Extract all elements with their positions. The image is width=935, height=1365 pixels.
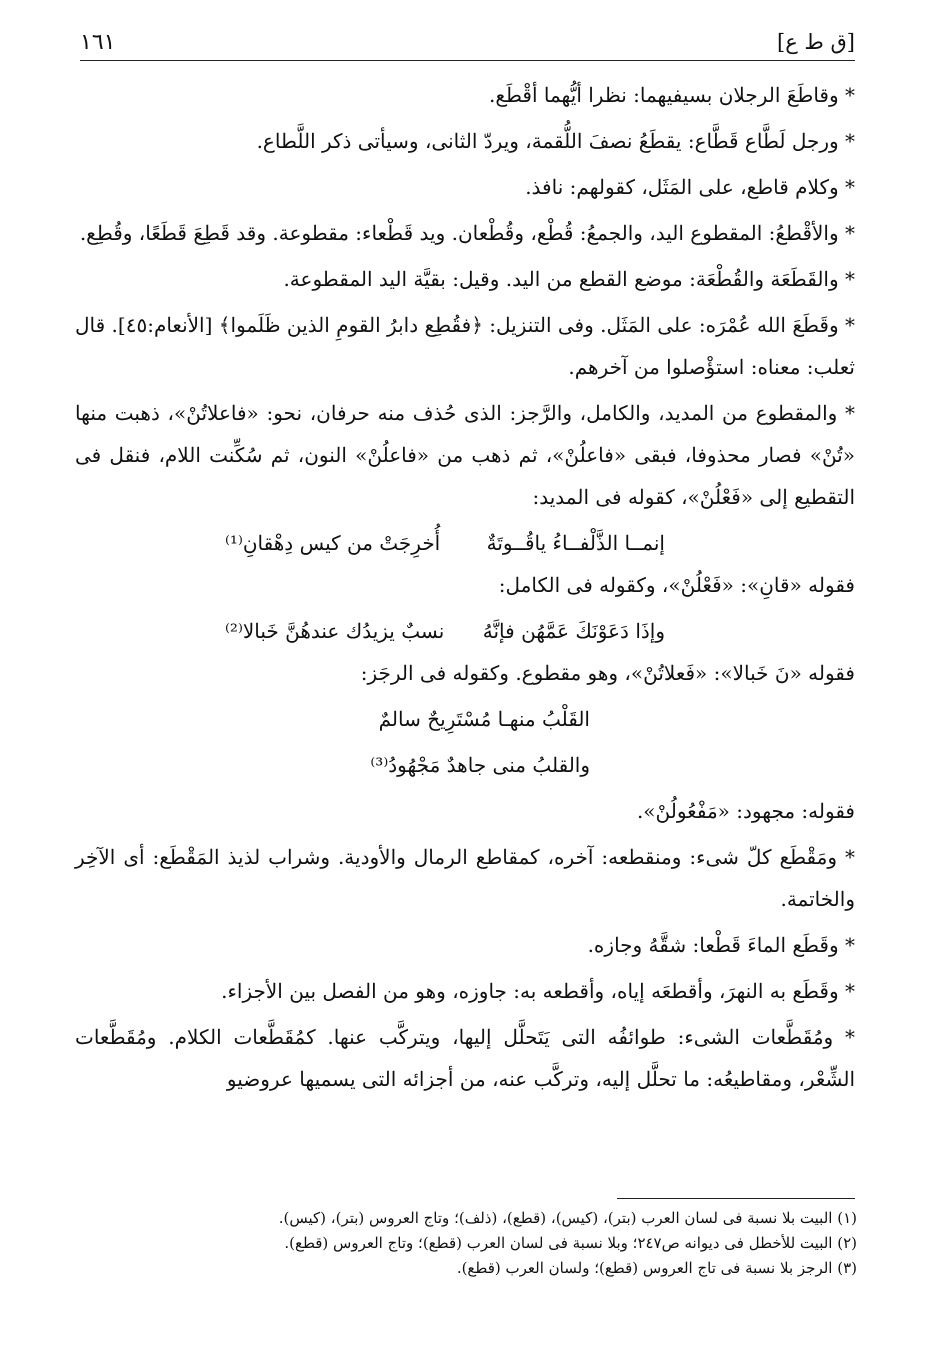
poetry-verse	[75, 610, 855, 652]
verse-first-hemistich: إنمــا الذَّلْفــاءُ ياقُــوتَةٌ	[486, 531, 665, 555]
main-text	[75, 74, 855, 1104]
entry-paragraph: فقوله: مجهود: «مَفْعُولُنْ».	[636, 799, 855, 823]
verse-second-hemistich: أُخرِجَتْ من كيس دِهْقانِ⁽¹⁾	[225, 531, 441, 555]
entry-paragraph: * وقَطَع الماءَ قَطْعا: شقَّهُ وجازه.	[587, 933, 855, 957]
entry-paragraph: * والقَطَعَة والقُطْعَة: موضع القطع من اليد. وقيل: بقيَّة اليد المقطوعة.	[283, 267, 855, 291]
entry-paragraph: * وقَطَعَ الله عُمْرَه: على المَثَل. وفى التنزيل: ﴿فقُطِع دابرُ القومِ الذين ظَلَموا﴾ [الأنعام:٤٥]. قال ثعلب: معناه: استؤْصلوا من آخرهم.	[75, 313, 856, 379]
entry-paragraph: فقوله «نَ خَبالا»: «فَعلاتُنْ»، وهو مقطوع. وكقوله فى الرجَز:	[360, 661, 855, 685]
entry-paragraph: * والأقْطعُ: المقطوع اليد، والجمعُ: قُطْع، وقُطْعان. ويد قَطْعاء: مقطوعة. وقد قَطِعَ قَطَعًا، وقُطِع.	[79, 221, 855, 245]
page-number: ١٦١	[80, 30, 116, 55]
root-letters: [ق ط ع]	[777, 30, 855, 54]
entry-paragraph: * وقَطَع به النهرَ، وأقطعَه إياه، وأقطعه به: جاوزه، وهو من الفصل بين الأجزاء.	[221, 979, 855, 1003]
page-header	[80, 26, 855, 61]
entry-paragraph: فقوله «قانِ»: «فَعْلُنْ»، وكقوله فى الكامل:	[498, 573, 855, 597]
verse-second-hemistich: نسبٌ يزيدُك عندهُنَّ خَبالا⁽²⁾	[225, 619, 445, 643]
footnote: (٣) الرجز بلا نسبة فى تاج العروس (قطع)؛ ولسان العرب (قطع).	[456, 1259, 857, 1277]
rajaz-line: القَلْبُ منهـا مُسْتَرِيحٌ سالمٌ	[378, 707, 590, 731]
footnotes	[80, 1206, 857, 1281]
footnote: (٢) البيت للأخطل فى ديوانه ص٢٤٧؛ وبلا نسبة فى لسان العرب (قطع)؛ وتاج العروس (قطع).	[284, 1234, 857, 1252]
poetry-verse	[75, 522, 855, 564]
entry-paragraph: * ومَقْطَع كلّ شىء: ومنقطعه: آخره، كمقاطع الرمال والأودية. وشراب لذيذ المَقْطَع: أى الآخِر والخاتمة.	[75, 845, 855, 911]
entry-paragraph: * ومُقَطَّعات الشىء: طوائفُه التى يَتَحلَّل إليها، ويتركَّب عنها. كمُقَطَّعات الكلام. ومُقَطَّعات الشِّعْر، ومقاطيعُه: ما تحلَّل إليه، وتركَّب عنه، من أجزائه التى يسميها عروضيو	[75, 1025, 855, 1091]
footnote-divider	[617, 1198, 855, 1199]
verse-first-hemistich: وإذَا دَعَوْنَكَ عَمَّهُن فإنَّهُ	[482, 619, 665, 643]
entry-paragraph: * وكلام قاطع، على المَثَل، كقولهم: نافذ.	[525, 175, 855, 199]
entry-paragraph: * ورجل لَطَّاع قَطَّاع: يقطَعُ نصفَ اللُّقمة، ويردّ الثانى، وسيأتى ذكر اللَّطاع.	[256, 129, 855, 153]
rajaz-line: والقلبُ منى جاهدٌ مَجْهُودُ⁽³⁾	[370, 753, 590, 777]
footnote: (١) البيت بلا نسبة فى لسان العرب (بتر)، (كيس)، (قطع)، (ذلف)؛ وتاج العروس (بتر)، (كيس).	[278, 1209, 857, 1227]
entry-paragraph: * وقاطَعَ الرجلان بسيفيهما: نظرا أيُّهما أقْطَع.	[489, 83, 855, 107]
entry-paragraph: * والمقطوع من المديد، والكامل، والرَّجز: الذى حُذف منه حرفان، نحو: «فاعلاتُنْ»، ذهبت منها «تُنْ» فصار محذوفا، فبقى «فاعلُنْ»، ثم ذهب من «فاعلُنْ» النون، ثم سُكِّنت اللام، فنقل فى التقطيع إلى «فَعْلُنْ»، كقوله فى المديد:	[75, 401, 855, 509]
